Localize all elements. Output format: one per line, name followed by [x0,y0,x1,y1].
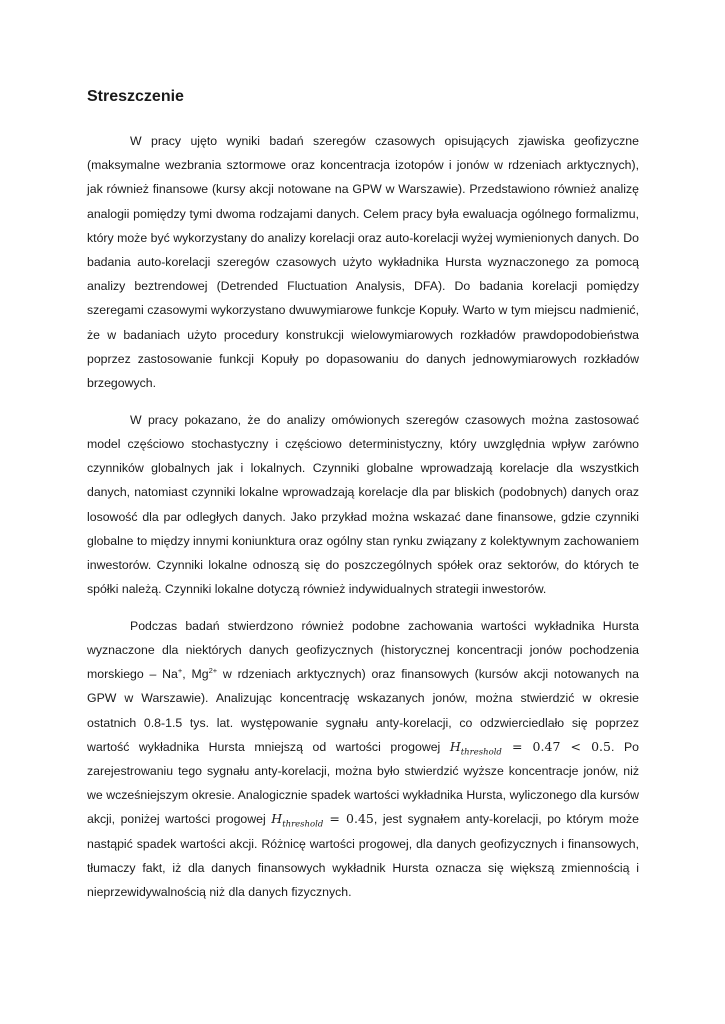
section-heading: Streszczenie [87,88,184,105]
paragraph-3-text-a: Podczas badań stwierdzono również podobne zachowania wartości wykładnika Hursta wyznaczone dla niektórych danych geofizycznych (historycznej koncentracji jonów pochodzenia morskiego – Na [87,618,639,682]
sodium-charge: + [177,666,183,676]
paragraph-2: W pracy pokazano, że do analizy omówionych szeregów czasowych można zastosować model częściowo stochastyczny i częściowo deterministyczny, który uwzględnia wpływ zarówno czynników globalnych jak i lokalnych. Czynniki globalne wprowadzają korelacje dla wszystkich danych, natomiast czynniki lokalne wprowadzają korelacje dla par bliskich (podobnych) danych oraz losowość dla par odległych danych. Jako przykład można wskazać dane finansowe, gdzie czynniki globalne to między innymi koniunktura oraz ogólny stan rynku związany z kolektywnym zachowaniem inwestorów. Czynniki lokalne odnoszą się do poszczególnych spółek oraz sektorów, do których te spółki należą. Czynniki lokalne dotyczą również indywidualnych strategii inwestorów. [87,412,639,597]
document-page [87,86,639,917]
formula-2-symbol: H [271,811,283,827]
paragraph-3 [87,614,639,904]
paragraph-3-text-c: w rdzeniach arktycznych) oraz finansowych (kursów akcji notowanych na GPW w Warszawie). Analizując koncentrację wskazanych jonów, można stwierdzić w okresie ostatnich 0.8-1.5 tys. lat. występowanie sygnału anty-korelacji, co odzwierciedlało się poprzez wartość wykładnika Hursta mniejszą od wartości progowej [87,667,639,754]
formula-2-subscript: threshold [282,819,324,830]
formula-1-value: = 0.47 < 0.5 [501,738,611,754]
hurst-threshold-formula-1 [449,738,611,758]
paragraph-3-text-b: , Mg [182,667,209,682]
paragraph-1: W pracy ujęto wyniki badań szeregów czasowych opisujących zjawiska geofizyczne (maksymalne wezbrania sztormowe oraz koncentracja izotopów i jonów w rdzeniach arktycznych), jak również finansowe (kursy akcji notowane na GPW w Warszawie). Przedstawiono również analizę analogii pomiędzy tymi dwoma rodzajami danych. Celem pracy była ewaluacja ogólnego formalizmu, który może być wykorzystany do analizy korelacji oraz auto-korelacji wyżej wymienionych danych. Do badania auto-korelacji szeregów czasowych użyto wykładnika Hursta wyznaczonego za pomocą analizy beztrendowej (Detrended Fluctuation Analysis, DFA). Do badania korelacji pomiędzy szeregami czasowymi wykorzystano dwuwymiarowe funkcje Kopuły. Warto w tym miejscu nadmienić, że w badaniach użyto procedury konstrukcji wielowymiarowych rozkładów prawdopodobieństwa poprzez zastosowanie funkcji Kopuły po dopasowaniu do danych jednowymiarowych rozkładów brzegowych. [87,134,639,391]
magnesium-charge: 2+ [208,666,218,676]
formula-1-symbol: H [449,738,461,754]
formula-1-subscript: threshold [460,747,502,758]
paragraph-3-text-d: . Po zarejestrowaniu tego sygnału anty-korelacji, można było stwierdzić wyższe koncentracje jonów, niż we wcześniejszym okresie. Analogicznie spadek wartości wykładnika Hursta, wyliczonego dla kursów akcji, poniżej wartości progowej [87,739,639,827]
hurst-threshold-formula-2 [271,811,374,830]
formula-2-value: = 0.45 [323,811,374,827]
paragraph-3-text-e: , jest sygnałem anty-korelacji, po którym może nastąpić spadek wartości akcji. Różnicę wartości progowej, dla danych geofizycznych i finansowych, tłumaczy fakt, iż dla danych finansowych wykładnik Hursta oznacza się większą zmiennością i nieprzewidywalnością niż dla danych fizycznych. [87,812,639,900]
